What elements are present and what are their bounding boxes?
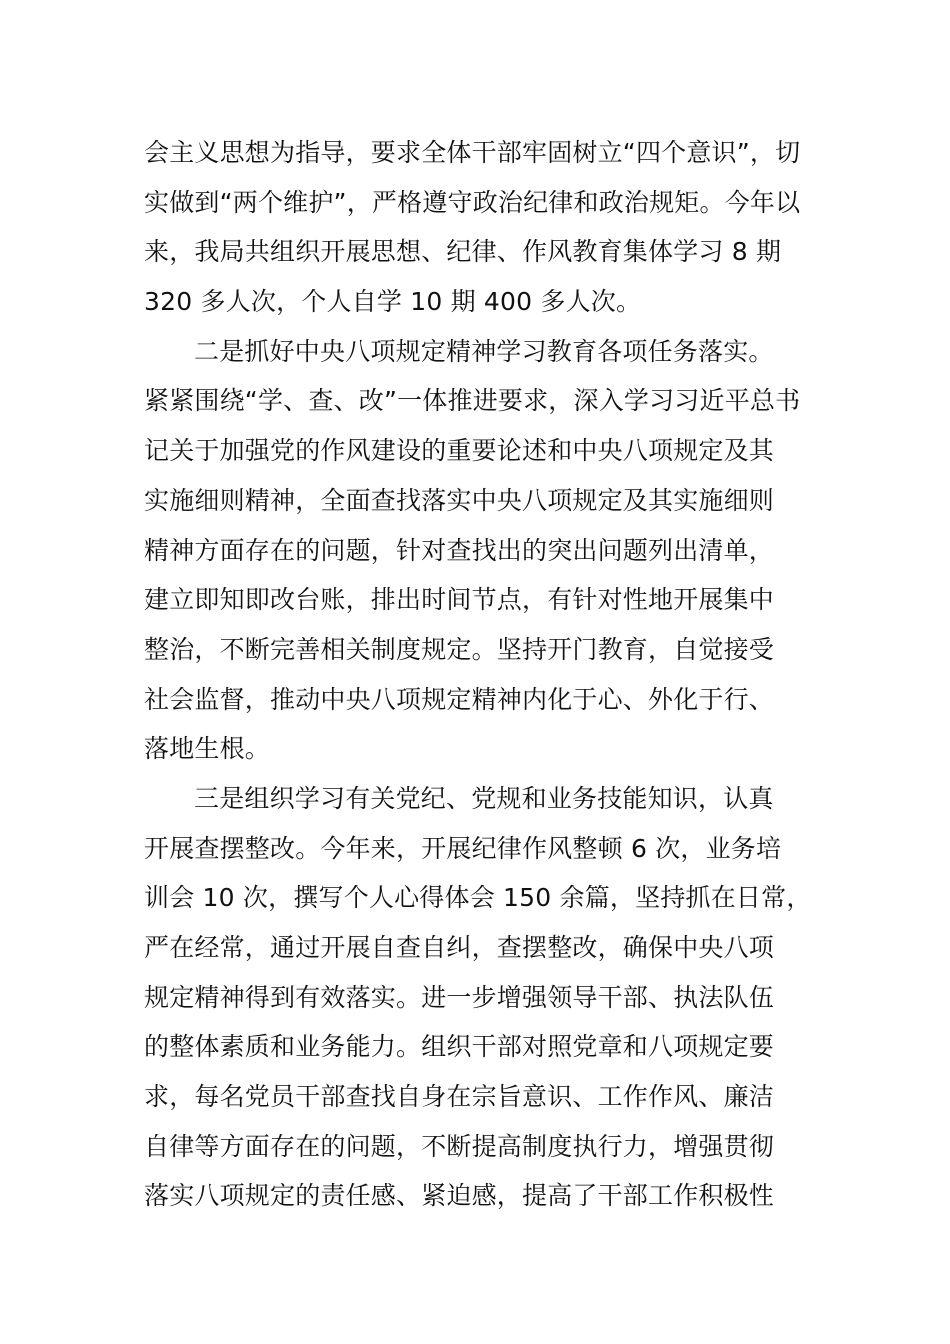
text-line: 320 多人次，个人自学 10 期 400 多人次。: [144, 287, 642, 317]
text-line: 开展查摆整改。今年来，开展纪律作风整顿 6 次，业务培: [144, 833, 782, 863]
text-line: 严在经常，通过开展自查自纠，查摆整改，确保中央八项: [144, 933, 775, 962]
text-line: 社会监督，推动中央八项规定精神内化于心、外化于行、: [144, 684, 775, 714]
text-line: 实做到“两个维护”，严格遵守政治纪律和政治规矩。今年以: [144, 187, 801, 217]
text-line: 落实八项规定的责任感、紧迫感，提高了干部工作积极性: [144, 1181, 775, 1211]
text-line: 紧紧围绕“学、查、改”一体推进要求，深入学习习近平总书: [144, 386, 801, 416]
text-line: 三是组织学习有关党纪、党规和业务技能知识，认真: [194, 783, 774, 813]
text-line: 的整体素质和业务能力。组织干部对照党章和八项规定要: [144, 1032, 775, 1062]
text-line: 精神方面存在的问题，针对查找出的突出问题列出清单，: [144, 535, 775, 565]
text-line: 规定精神得到有效落实。进一步增强领导干部、执法队伍: [144, 982, 775, 1012]
text-line: 来，我局共组织开展思想、纪律、作风教育集体学习 8 期: [144, 237, 782, 267]
text-line: 整治，不断完善相关制度规定。坚持开门教育，自觉接受: [144, 634, 775, 664]
text-line: 训会 10 次，撰写个人心得体会 150 余篇，坚持抓在日常，: [144, 883, 812, 913]
text-line: 会主义思想为指导，要求全体干部牢固树立“四个意识”，切: [144, 138, 801, 167]
document-body: [144, 128, 834, 1221]
paragraph-2: [144, 327, 834, 774]
text-line: 求，每名党员干部查找自身在宗旨意识、工作作风、廉洁: [144, 1082, 775, 1112]
text-line: 二是抓好中央八项规定精神学习教育各项任务落实。: [194, 336, 774, 366]
text-line: 建立即知即改台账，排出时间节点，有针对性地开展集中: [144, 585, 775, 615]
paragraph-3: [144, 774, 834, 1221]
paragraph-1: [144, 128, 834, 327]
text-line: 落地生根。: [144, 734, 271, 764]
text-line: 记关于加强党的作风建设的重要论述和中央八项规定及其: [144, 436, 775, 466]
text-line: 实施细则精神，全面查找落实中央八项规定及其实施细则: [144, 485, 775, 515]
text-line: 自律等方面存在的问题，不断提高制度执行力，增强贯彻: [144, 1131, 775, 1161]
